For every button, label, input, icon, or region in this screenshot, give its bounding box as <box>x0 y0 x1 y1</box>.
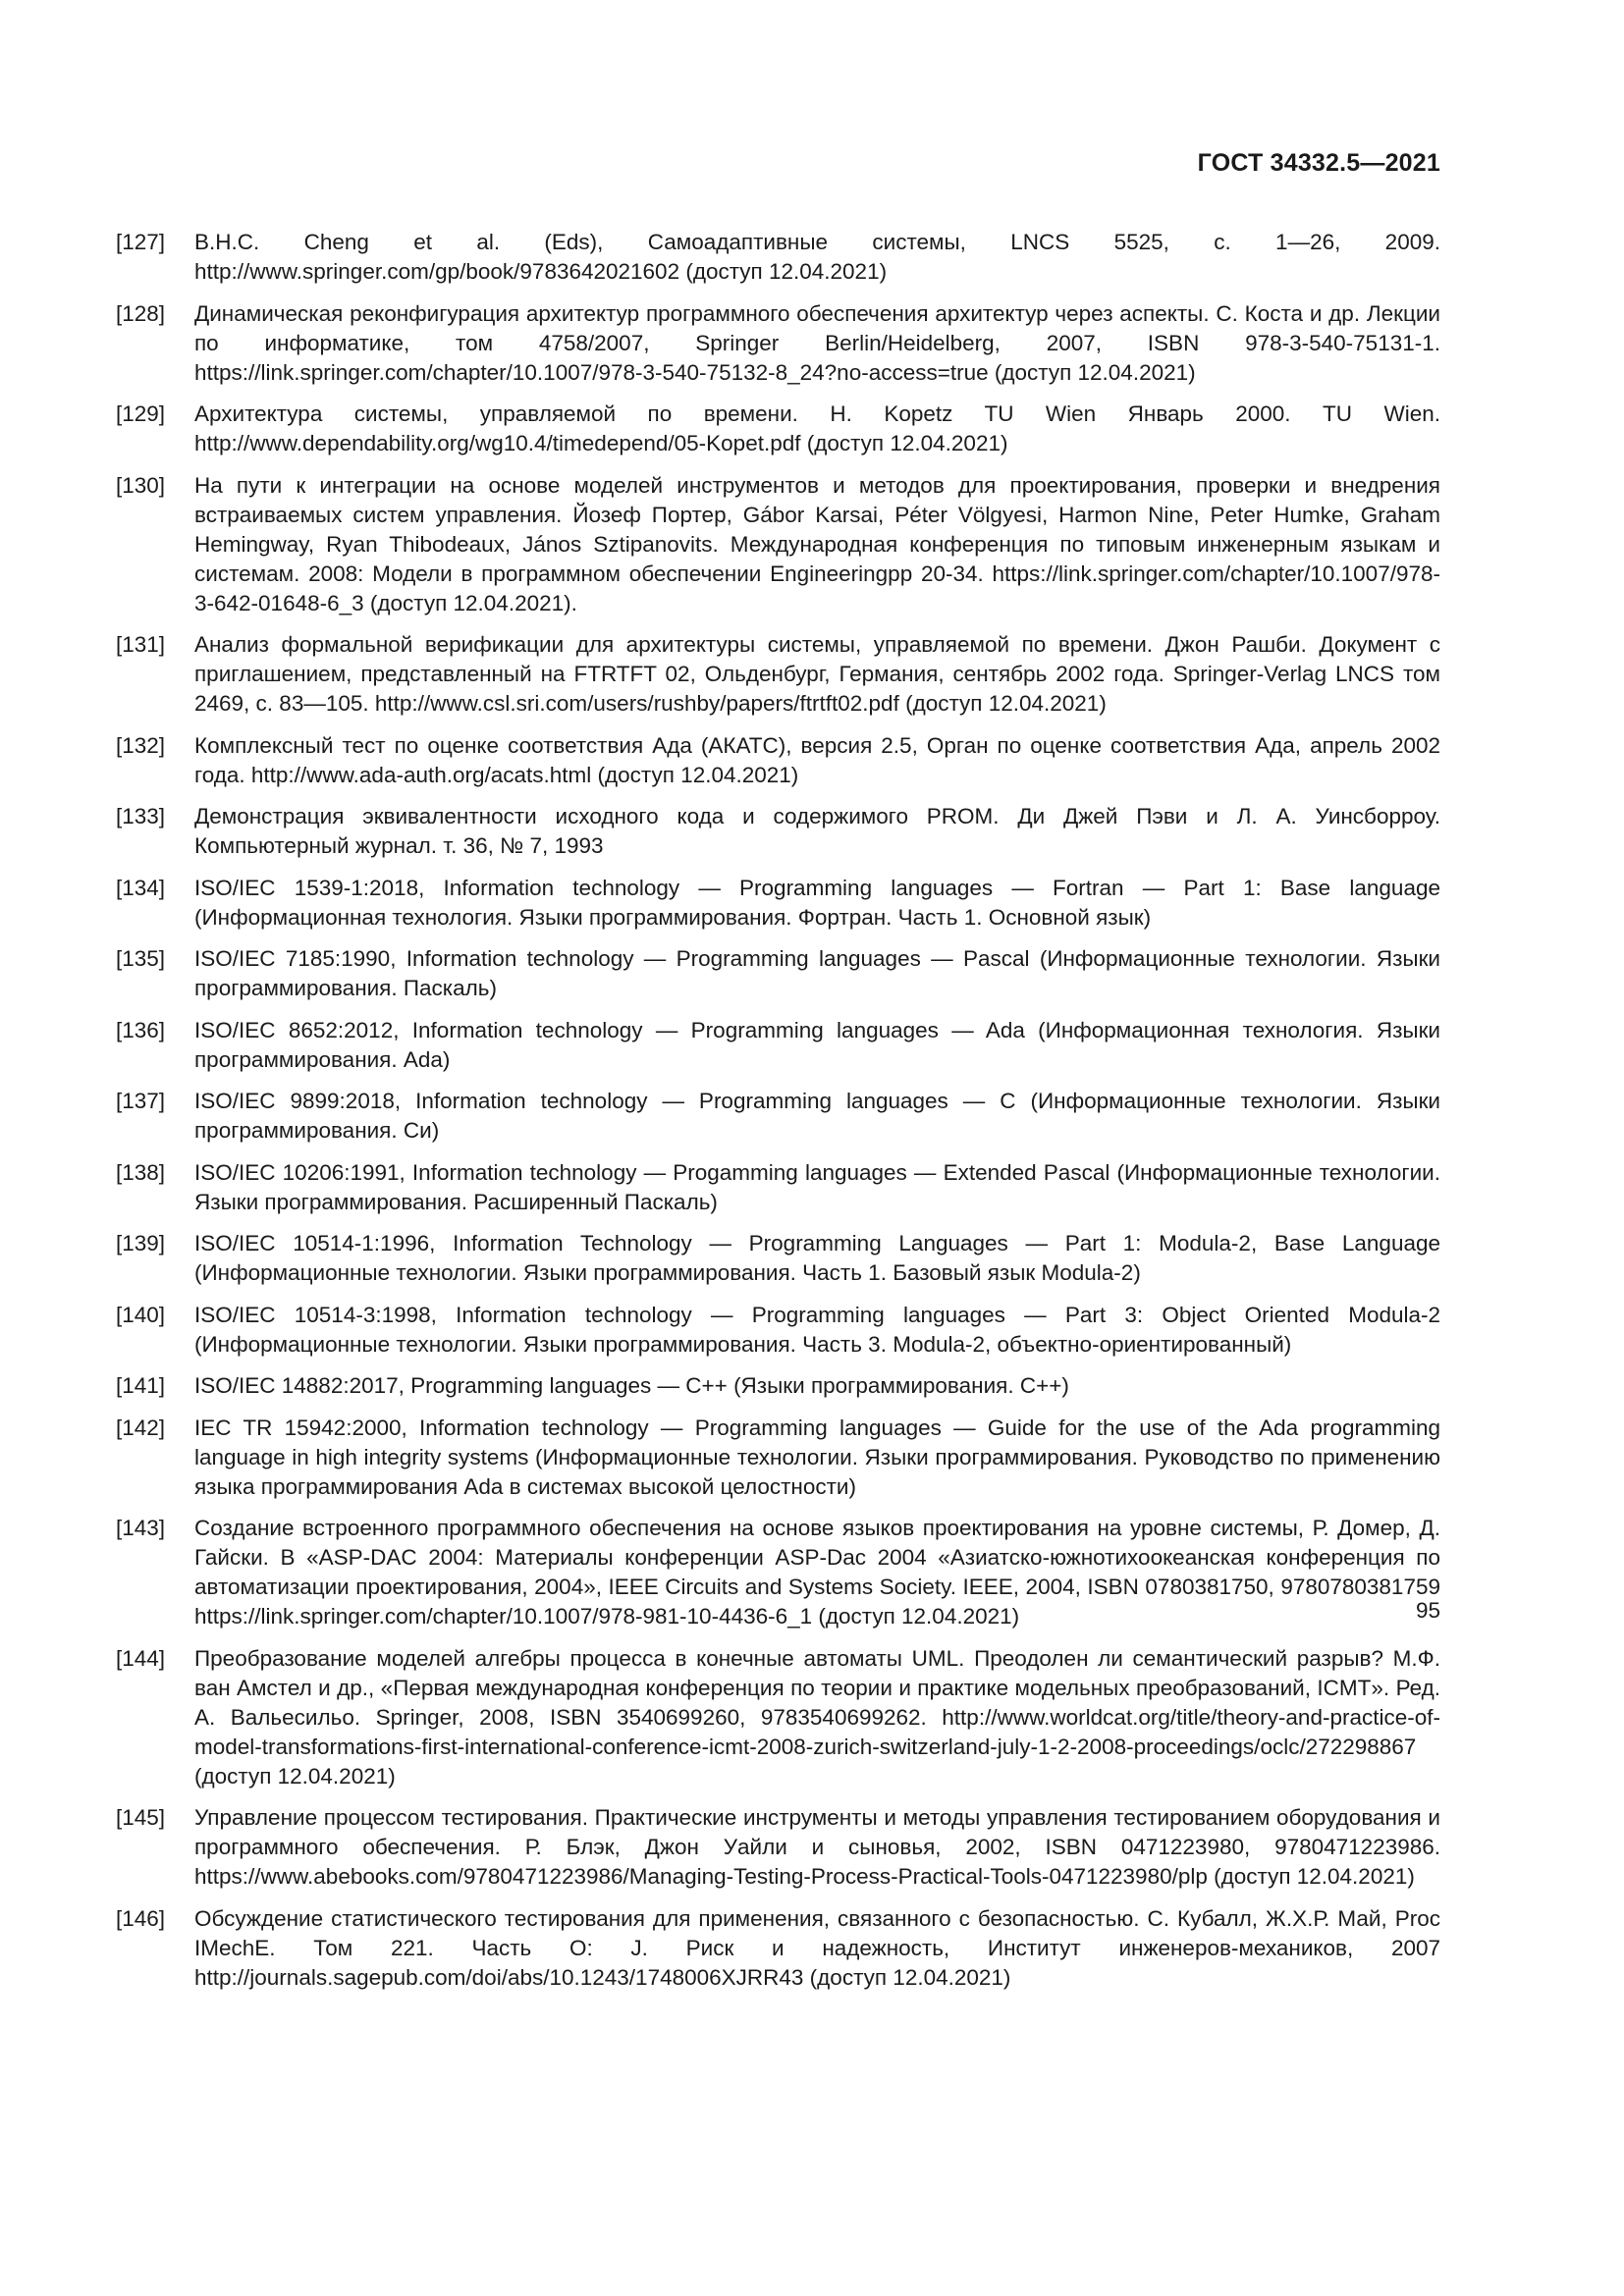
reference-number: [146] <box>116 1905 166 1931</box>
reference-text: Создание встроенного программного обеспечения на основе языков проектирования на уровне системы, Р. Домер, Д. Гайски. В «ASP-DAC 2004: Материалы конференции ASP-Dac 2004 «Азиатско-южнотихоокеанская конференция по автоматизации проектирования, 2004», IEEE Circuits and Systems Society. IEEE, 2004, ISBN 0780381750, 9780780381759 https://link.springer.com/chapter/10.1007/978-981-10-4436-6_1 (доступ 12.04.2021) <box>194 1516 1440 1629</box>
reference-item <box>116 802 1440 861</box>
reference-item <box>116 1301 1440 1360</box>
reference-number: [130] <box>116 472 166 498</box>
reference-number: [145] <box>116 1805 166 1830</box>
reference-number: [131] <box>116 632 166 657</box>
reference-number: [137] <box>116 1089 166 1113</box>
reference-item <box>116 1904 1440 1993</box>
reference-item <box>116 1514 1440 1631</box>
reference-item <box>116 1644 1440 1791</box>
reference-number: [132] <box>116 732 166 758</box>
reference-item <box>116 1087 1440 1146</box>
reference-text: ISO/IEC 14882:2017, Programming languages — C++ (Языки программирования. С++) <box>194 1373 1069 1398</box>
reference-item <box>116 731 1440 790</box>
reference-item <box>116 1803 1440 1892</box>
reference-text: ISO/IEC 8652:2012, Information technology — Programming languages — Ada (Информационная технология. Языки программирования. Ada) <box>194 1017 1440 1072</box>
reference-text: ISO/IEC 7185:1990, Information technology — Programming languages — Pascal (Информационные технологии. Языки программирования. Паскаль) <box>194 946 1440 1000</box>
reference-text: Динамическая реконфигурация архитектур программного обеспечения архитектур через аспекты. С. Коста и др. Лекции по информатике, том 4758/2007, Springer Berlin/Heidelberg, 2007, ISBN 978-3-540-75131-1. https://link.springer.com/chapter/10.1007/978-3-540-75132-8_24?no-access=true (доступ 12.04.2021) <box>194 300 1440 385</box>
reference-text: Комплексный тест по оценке соответствия Ада (АКАТС), версия 2.5, Орган по оценке соответствия Ада, апрель 2002 года. http://www.ada-auth.org/acats.html (доступ 12.04.2021) <box>194 732 1440 787</box>
reference-item <box>116 400 1440 458</box>
reference-number: [133] <box>116 804 166 828</box>
reference-text: ISO/IEC 9899:2018, Information technology — Programming languages — C (Информационные технологии. Языки программирования. Си) <box>194 1089 1440 1143</box>
reference-text: Управление процессом тестирования. Практические инструменты и методы управления тестированием оборудования и программного обеспечения. Р. Блэк, Джон Уайли и сыновья, 2002, ISBN 0471223980, 9780471223986. https://www.abebooks.com/9780471223986/Managing-Testing-Process-Practical-Tools-0471223980/plp (доступ 12.04.2021) <box>194 1805 1440 1889</box>
reference-number: [129] <box>116 401 166 426</box>
reference-item <box>116 1371 1440 1401</box>
reference-number: [143] <box>116 1516 166 1540</box>
reference-text: Архитектура системы, управляемой по времени. H. Kopetz TU Wien Январь 2000. TU Wien. http://www.dependability.org/wg10.4/timedepend/05-Kopet.pdf (доступ 12.04.2021) <box>194 401 1440 455</box>
reference-text: IEC TR 15942:2000, Information technology — Programming languages — Guide for the use of the Ada programming language in high integrity systems (Информационные технологии. Языки программирования. Руководство по применению языка программирования Ada в системах высокой целостности) <box>194 1415 1440 1499</box>
reference-text: ISO/IEC 10514-3:1998, Information technology — Programming languages — Part 3: Object Oriented Modula-2 (Информационные технологии. Языки программирования. Часть 3. Modula-2, объектно-ориентированный) <box>194 1302 1440 1357</box>
reference-item <box>116 1016 1440 1075</box>
reference-item <box>116 1158 1440 1217</box>
reference-item <box>116 874 1440 933</box>
document-header: ГОСТ 34332.5—2021 <box>1197 149 1440 177</box>
reference-number: [140] <box>116 1302 166 1327</box>
page-number: 95 <box>1415 1598 1440 1623</box>
reference-item <box>116 471 1440 618</box>
reference-text: На пути к интеграции на основе моделей инструментов и методов для проектирования, проверки и внедрения встраиваемых систем управления. Йозеф Портер, Gábor Karsai, Péter Völgyesi, Harmon Nine, Peter Humke, Graham Hemingway, Ryan Thibodeaux, János Sztipanovits. Международная конференция по типовым инженерным языкам и системам. 2008: Модели в программном обеспечении Engineeringpp 20-34. https://link.springer.com/chapter/10.1007/978-3-642-01648-6_3 (доступ 12.04.2021). <box>194 472 1440 615</box>
reference-number: [127] <box>116 230 166 254</box>
reference-text: Анализ формальной верификации для архитектуры системы, управляемой по времени. Джон Рашби. Документ с приглашением, представленный на FTRTFT 02, Ольденбург, Германия, сентябрь 2002 года. Springer-Verlag LNCS том 2469, с. 83—105. http://www.csl.sri.com/users/rushby/papers/ftrtft02.pdf (доступ 12.04.2021) <box>194 632 1440 716</box>
reference-item <box>116 630 1440 719</box>
reference-item <box>116 944 1440 1003</box>
reference-text: B.H.C. Cheng et al. (Eds), Самоадаптивные системы, LNCS 5525, с. 1—26, 2009. http://www.springer.com/gp/book/9783642021602 (доступ 12.04.2021) <box>194 230 1440 284</box>
reference-number: [136] <box>116 1017 166 1042</box>
reference-number: [135] <box>116 946 166 971</box>
reference-text: Преобразование моделей алгебры процесса в конечные автоматы UML. Преодолен ли семантический разрыв? М.Ф. ван Амстел и др., «Первая международная конференция по теории и практике модельных преобразований, ICMT». Ред. А. Вальесильо. Springer, 2008, ISBN 3540699260, 9783540699262. http://www.worldcat.org/title/theory-and-practice-of-model-transformations-first-international-conference-icmt-2008-zurich-switzerland-july-1-2-2008-proceedings/oclc/272298867 (доступ 12.04.2021) <box>194 1645 1440 1789</box>
reference-list <box>116 228 1440 2004</box>
reference-number: [142] <box>116 1415 166 1440</box>
reference-item <box>116 299 1440 388</box>
reference-text: ISO/IEC 10514-1:1996, Information Technology — Programming Languages — Part 1: Modula-2, Base Language (Информационные технологии. Языки программирования. Часть 1. Базовый язык Modula-2) <box>194 1231 1440 1285</box>
reference-text: Демонстрация эквивалентности исходного кода и содержимого PROM. Ди Джей Пэви и Л. А. Уинсборроу. Компьютерный журнал. т. 36, № 7, 1993 <box>194 804 1440 858</box>
reference-text: ISO/IEC 10206:1991, Information technology — Progamming languages — Extended Pascal (Информационные технологии. Языки программирования. Расширенный Паскаль) <box>194 1159 1440 1214</box>
reference-number: [144] <box>116 1645 166 1671</box>
reference-item <box>116 1414 1440 1502</box>
reference-text: ISO/IEC 1539-1:2018, Information technology — Programming languages — Fortran — Part 1: Base language (Информационная технология. Языки программирования. Фортран. Часть 1. Основной язык) <box>194 875 1440 930</box>
reference-item <box>116 228 1440 287</box>
reference-text: Обсуждение статистического тестирования для применения, связанного с безопасностью. С. Кубалл, Ж.Х.Р. Май, Proc IMechE. Том 221. Часть О: J. Риск и надежность, Институт инженеров-механиков, 2007 http://journals.sagepub.com/doi/abs/10.1243/1748006XJRR43 (доступ 12.04.2021) <box>194 1905 1440 1990</box>
reference-number: [141] <box>116 1373 166 1398</box>
reference-item <box>116 1229 1440 1288</box>
reference-number: [134] <box>116 875 166 900</box>
reference-number: [128] <box>116 300 166 326</box>
reference-number: [138] <box>116 1159 166 1185</box>
reference-number: [139] <box>116 1231 166 1255</box>
